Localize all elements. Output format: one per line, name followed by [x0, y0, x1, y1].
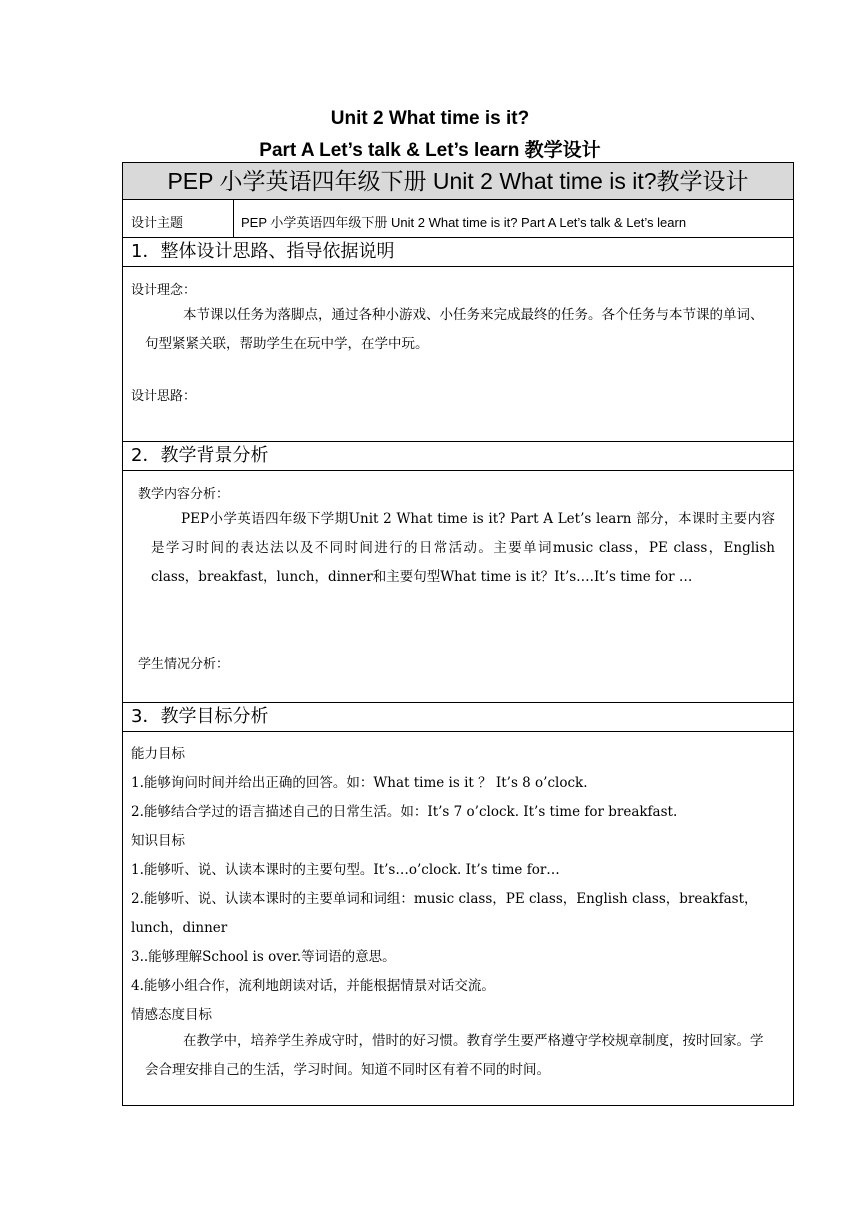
goal-line: lunch，dinner: [131, 920, 228, 936]
design-table: [122, 162, 794, 1106]
student-label: 学生情况分析：: [138, 657, 230, 672]
goal-line: 4.能够小组合作，流利地朗读对话，并能根据情景对话交流。: [131, 978, 495, 994]
goal-line: 能力目标: [131, 746, 185, 762]
section1-heading: 1．整体设计思路、指导依据说明: [123, 238, 793, 267]
goal-line: 1.能够听、说、认读本课时的主要句型。It’s…o’clock. It’s time for…: [131, 862, 560, 878]
section2-body: [123, 471, 793, 703]
theme-row: [123, 200, 793, 238]
section3-body: [123, 732, 793, 1105]
content-text: PEP小学英语四年级下学期Unit 2 What time is it? Part A Let’s learn 部分，本课时主要内容是学习时间的表达法以及不同时间进行的日常活动。主要单词music class，PE class，English class，breakfast，lunch，dinner和主要句型What time is it？It’s….It’s time for …: [151, 511, 775, 585]
column-divider: [233, 200, 234, 237]
document-title: Unit 2 What time is it?: [330, 108, 530, 129]
concept-label: 设计理念：: [131, 283, 197, 298]
theme-value: PEP 小学英语四年级下册 Unit 2 What time is it? Part A Let’s talk & Let’s learn: [241, 215, 687, 230]
content-label: 教学内容分析：: [138, 487, 230, 502]
goal-line: 2.能够听、说、认读本课时的主要单词和词组：music class，PE class，English class，breakfast，: [131, 891, 758, 907]
theme-label: 设计主题: [131, 216, 184, 231]
section2-heading: 2．教学背景分析: [123, 442, 793, 471]
section1-body: [123, 267, 793, 442]
section3-heading: 3．教学目标分析: [123, 703, 793, 732]
goal-line: 知识目标: [131, 833, 185, 849]
concept-text: 本节课以任务为落脚点，通过各种小游戏、小任务来完成最终的任务。各个任务与本节课的单词、句型紧紧关联，帮助学生在玩中学，在学中玩。: [145, 307, 764, 352]
goal-line: 2.能够结合学过的语言描述自己的日常生活。如：It’s 7 o’clock. It’s time for breakfast.: [131, 804, 678, 820]
goal-line: 1.能够询问时间并给出正确的回答。如：What time is it ？ It’s 8 o’clock.: [131, 775, 588, 791]
idea-label: 设计思路：: [131, 389, 197, 404]
emotion-text: 在教学中，培养学生养成守时，惜时的好习惯。教育学生要严格遵守学校规章制度，按时回家。学会合理安排自己的生活，学习时间。知道不同时区有着不同的时间。: [145, 1033, 764, 1078]
document-subtitle: Part A Let’s talk & Let’s learn 教学设计: [259, 140, 601, 161]
goal-line: 情感态度目标: [131, 1007, 212, 1023]
table-header: PEP 小学英语四年级下册 Unit 2 What time is it?教学设计: [123, 163, 793, 200]
goal-line: 3..能够理解School is over.等词语的意思。: [131, 949, 396, 965]
